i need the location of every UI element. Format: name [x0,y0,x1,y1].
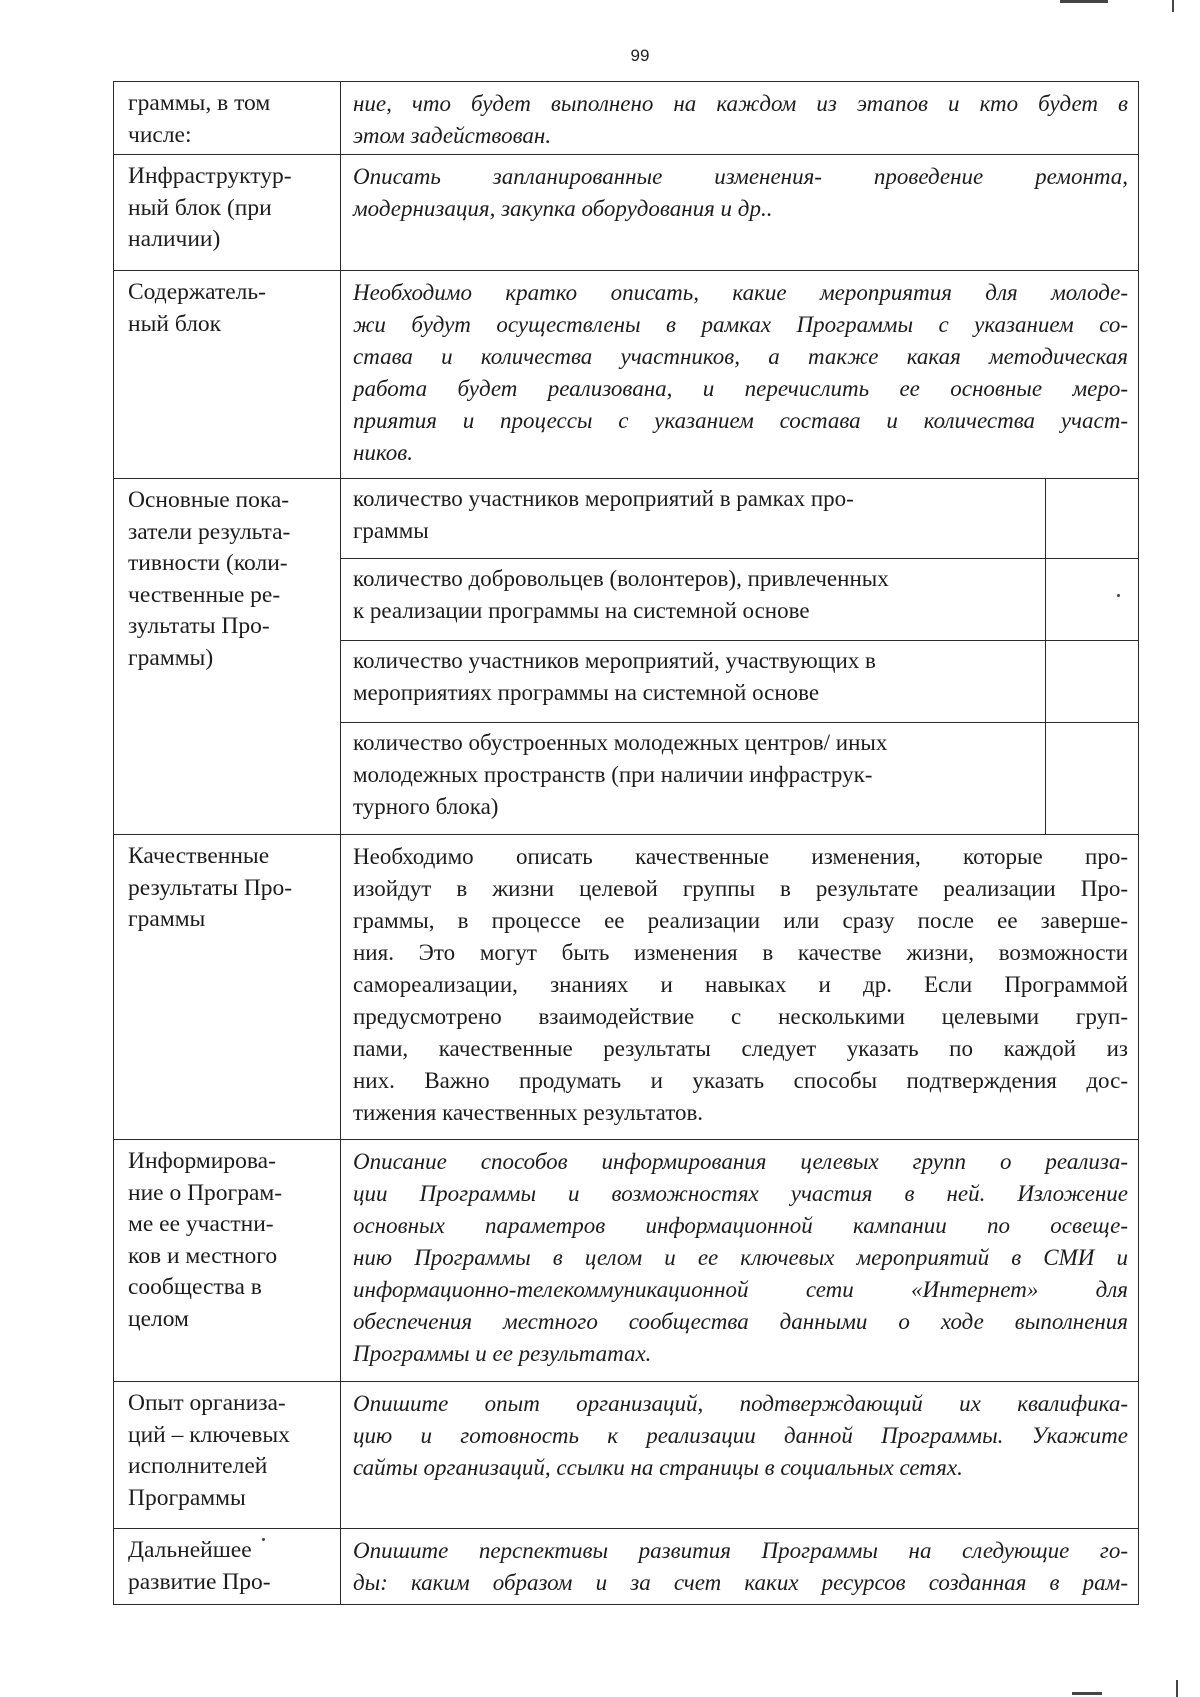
table-row [114,834,1138,1139]
label-line: граммы) [128,644,214,671]
desc-line: Описание способов информирования целевых групп о реализа- [353,1149,1128,1174]
desc-line: этом задействован. [353,123,552,148]
indicator-text [341,723,1046,834]
indicator-line: количество добровольцев (волонтеров), привлеченных [353,566,889,591]
indicator-line: количество обустроенных молодежных центров/ иных [353,730,888,755]
indicator-line: турного блока) [353,794,499,819]
indicator-text [341,479,1046,558]
desc-line: цию и готовность к реализации данной Программы. Укажите [353,1423,1128,1448]
label-line: сообщества в [128,1274,262,1300]
indicator-row [341,558,1138,640]
table-row [114,82,1138,154]
desc-line: Необходимо кратко описать, какие мероприятия для молоде- [353,280,1128,305]
desc-line: них. Важно продумать и указать способы подтверждения дос- [353,1068,1128,1093]
label-line: чественные ре- [128,581,281,608]
table-row [114,1381,1138,1528]
label-line: развитие Про- [128,1568,271,1595]
desc-line: Программы и ее результатах. [353,1341,652,1366]
indicator-text [341,559,1046,640]
desc-line: модернизация, закупка оборудования и др.. [353,196,773,221]
label-line: затели результа- [128,518,291,545]
label-line: исполнителей [128,1453,268,1479]
label-line: результаты Про- [128,874,293,901]
row-label [114,835,341,1139]
row-label [114,82,341,154]
desc-line: ников. [353,440,414,465]
scan-artifact [1060,0,1108,3]
desc-line: изойдут в жизни целевой группы в результате реализации Про- [353,876,1128,901]
label-line: ков и местного [128,1242,278,1269]
label-line: числе: [128,121,192,148]
indicator-line: количество участников мероприятий в рамках про- [353,486,854,511]
table-row-indicators [114,478,1138,834]
desc-line: предусмотрено взаимодействие с несколькими целевыми груп- [353,1004,1128,1029]
indicator-text [341,641,1046,722]
scan-artifact [262,1538,265,1541]
row-label [114,271,341,478]
label-line: наличии) [128,226,221,252]
desc-line: сайты организаций, ссылки на страницы в социальных сетях. [353,1455,963,1480]
label-line: Опыт организа- [128,1390,286,1416]
row-description [341,82,1138,154]
desc-line: приятия и процессы с указанием состава и количества участ- [353,408,1128,433]
table-row [114,1139,1138,1381]
desc-line: обеспечения местного сообщества данными о ходе выполнения [353,1309,1128,1334]
desc-line: пами, качественные результаты следует указать по каждой из [353,1036,1128,1061]
table-row [114,270,1138,478]
label-line: Содержатель- [128,279,266,305]
desc-line: Необходимо описать качественные изменения, которые про- [353,844,1128,869]
row-description [341,155,1138,270]
desc-line: тижения качественных результатов. [353,1100,704,1125]
indicator-line: молодежных пространств (при наличии инфраструк- [353,762,873,787]
row-label [114,479,341,834]
desc-line: нию Программы в целом и ее ключевых мероприятий в СМИ и [353,1245,1128,1270]
row-description [341,1140,1138,1381]
row-description [341,1529,1138,1604]
label-line: Качественные [128,843,270,869]
label-line: целом [128,1305,189,1332]
label-line: Дальнейшее [128,1537,252,1563]
desc-line: ние, что будет выполнено на каждом из этапов и кто будет в [353,91,1128,116]
row-description [341,835,1138,1139]
indicator-value-cell [1046,641,1138,722]
label-line: ме ее участни- [128,1211,274,1237]
label-line: граммы [128,906,206,932]
desc-line: самореализации, знаниях и навыках и др. Если Программой [353,972,1128,997]
indicator-value-cell [1046,723,1138,834]
table-row [114,1528,1138,1604]
label-line: ный блок [128,310,222,337]
indicator-row [341,722,1138,834]
desc-line: ции Программы и возможностях участия в ней. Изложение [353,1181,1128,1206]
indicator-row [341,640,1138,722]
indicator-value-cell [1046,479,1138,558]
desc-line: Описать запланированные изменения- проведение ремонта, [353,164,1128,189]
indicator-line: граммы [353,518,429,543]
label-line: граммы, в том [128,90,271,116]
desc-line: информационно-телекоммуникационной сети «Интернет» для [353,1277,1128,1302]
label-line: Инфраструктур- [128,163,292,189]
desc-line: става и количества участников, а также какая методическая [353,344,1128,369]
label-line: Программы [128,1484,246,1511]
indicator-line: мероприятиях программы на системной основе [353,680,820,705]
program-table [113,81,1139,1605]
row-label [114,155,341,270]
row-label [114,1382,341,1528]
row-label [114,1529,341,1604]
indicator-line: к реализации программы на системной основе [353,598,810,623]
desc-line: Опишите опыт организаций, подтверждающий их квалифика- [353,1391,1128,1416]
desc-line: основных параметров информационной кампании по освеще- [353,1213,1128,1238]
table-row [114,154,1138,270]
row-description [341,271,1138,478]
desc-line: работа будет реализована, и перечислить ее основные меро- [353,376,1128,401]
indicator-line: количество участников мероприятий, участвующих в [353,648,876,673]
page-number: 99 [630,46,650,65]
label-line: ный блок (при [128,194,272,221]
desc-line: Опишите перспективы развития Программы на следующие го- [353,1538,1128,1563]
label-line: ние о Програм- [128,1179,283,1206]
label-line: зультаты Про- [128,613,270,639]
scan-artifact [1072,1692,1102,1695]
indicator-value-cell [1046,559,1138,640]
label-line: тивности (коли- [128,550,288,576]
label-line: ций – ключевых [128,1421,290,1448]
scan-artifact [1117,594,1120,597]
indicator-grid [341,479,1138,834]
row-label [114,1140,341,1381]
desc-line: граммы, в процессе ее реализации или сразу после ее заверше- [353,908,1128,933]
scan-artifact [1176,1680,1178,1697]
label-line: Информирова- [128,1148,276,1174]
scan-artifact [1172,0,1174,12]
row-description [341,1382,1138,1528]
desc-line: жи будут осуществлены в рамках Программы с указанием со- [353,312,1128,337]
indicator-row [341,479,1138,558]
desc-line: ды: каким образом и за счет каких ресурсов созданная в рам- [353,1570,1128,1595]
desc-line: ния. Это могут быть изменения в качестве жизни, возможности [353,940,1128,965]
label-line: Основные пока- [128,487,290,513]
